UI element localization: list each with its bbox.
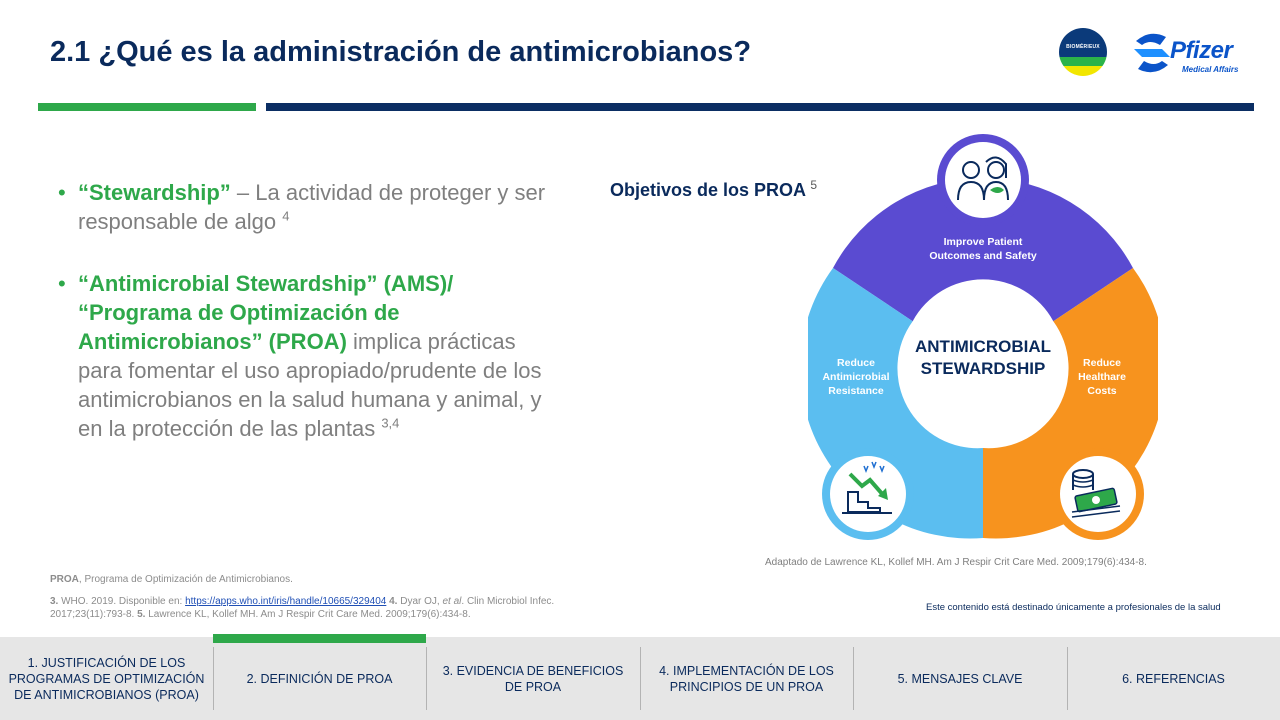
objectives-title-text: Objetivos de los PROA: [610, 180, 806, 200]
ref-3-link[interactable]: https://apps.who.int/iris/handle/10665/329404: [185, 596, 387, 607]
nav-item-implementacion[interactable]: [640, 637, 853, 720]
nav-item-justificacion[interactable]: [0, 637, 213, 720]
objectives-title: [610, 180, 817, 201]
nav-item-mensajes[interactable]: [853, 637, 1067, 720]
footnote-proa: [50, 573, 610, 586]
bullet-ams: [56, 269, 556, 443]
declining-chart-icon: [822, 448, 914, 540]
bullet-1-term: “Stewardship”: [78, 180, 231, 205]
money-icon: [1052, 448, 1144, 540]
bullet-dot-icon: •: [58, 271, 66, 296]
nav-item-referencias[interactable]: [1067, 637, 1280, 720]
ref-3-num: 3.: [50, 596, 59, 607]
nav-item-evidencia[interactable]: [426, 637, 640, 720]
bullet-2-term: “Antimicrobial Stewardship” (AMS)/ “Programa de Optimización de Antimicrobianos” (PROA): [78, 271, 454, 354]
biomerieux-logo-text: BIOMÉRIEUX: [1066, 44, 1100, 50]
nav-item-label: 2. DEFINICIÓN DE PROA: [246, 671, 393, 686]
title-underline-blue: [266, 103, 1254, 111]
section-navbar: [0, 637, 1280, 720]
ref-4-text-b: . Clin Microbiol Infec. 2017;23(11):793-8.: [50, 596, 555, 620]
diagram-source: Adaptado de Lawrence KL, Kollef MH. Am J Respir Crit Care Med. 2009;179(6):434-8.: [765, 557, 1147, 568]
right-label-line1: Reduce: [1083, 357, 1121, 369]
bullet-2-ref: 3,4: [381, 415, 400, 431]
top-label-line1: Improve Patient: [943, 236, 1023, 248]
bullet-2-text: implica prácticas para fomentar el uso apropiado/prudente de los antimicrobianos en la salud humana y animal, y en la protección de las plantas: [78, 329, 542, 441]
title-underline-green: [38, 103, 256, 111]
right-label-line3: Costs: [1087, 385, 1117, 397]
nav-item-definicion[interactable]: [213, 637, 426, 720]
footnote-references: [50, 595, 610, 621]
bullet-stewardship: [56, 178, 556, 236]
ref-5-text: Lawrence KL, Kollef MH. Am J Respir Crit Care Med. 2009;179(6):434-8.: [145, 609, 471, 620]
nav-item-label: 5. MENSAJES CLAVE: [897, 671, 1023, 686]
pfizer-logo: [1132, 29, 1242, 77]
patients-icon: [937, 134, 1029, 226]
ref-4-etal: et al: [442, 596, 462, 607]
nav-item-label: 3. EVIDENCIA DE BENEFICIOS DE PROA: [442, 663, 624, 694]
bullet-dot-icon: •: [58, 180, 66, 205]
disclaimer: Este contenido está destinado únicamente a profesionales de la salud: [926, 602, 1221, 613]
objectives-ref: 5: [810, 178, 818, 192]
bullet-1-ref: 4: [282, 208, 290, 224]
bullet-1-text: – La actividad de proteger y ser responsable de algo: [78, 180, 546, 234]
nav-item-label: 4. IMPLEMENTACIÓN DE LOS PRINCIPIOS DE UN PROA: [659, 663, 834, 694]
center-label-line1: ANTIMICROBIAL: [915, 337, 1051, 356]
footnotes: [50, 573, 610, 630]
left-label-line1: Reduce: [837, 357, 875, 369]
ref-5-num: 5.: [137, 609, 146, 620]
nav-item-label: 1. JUSTIFICACIÓN DE LOS PROGRAMAS DE OPTIMIZACIÓN DE ANTIMICROBIANOS (PROA): [8, 655, 205, 702]
right-label-line2: Healthare: [1078, 371, 1126, 383]
center-label-line2: STEWARDSHIP: [920, 359, 1046, 378]
footnote-proa-abbr: PROA: [50, 574, 79, 585]
pfizer-logo-subtext: Medical Affairs: [1182, 65, 1239, 74]
pfizer-logo-text: Pfizer: [1170, 37, 1233, 64]
top-label-line2: Outcomes and Safety: [929, 250, 1037, 262]
left-label-line3: Resistance: [828, 385, 884, 397]
ref-3-text: WHO. 2019. Disponible en:: [58, 596, 186, 607]
footnote-proa-text: , Programa de Optimización de Antimicrobianos.: [78, 574, 293, 585]
definition-bullets: [56, 178, 556, 476]
stewardship-diagram: [808, 134, 1158, 544]
nav-item-label: 6. REFERENCIAS: [1122, 671, 1225, 686]
left-label-line2: Antimicrobial: [822, 371, 890, 383]
ref-4-text-a: Dyar OJ,: [397, 596, 443, 607]
biomerieux-logo: [1059, 28, 1107, 76]
page-title: 2.1 ¿Qué es la administración de antimicrobianos?: [50, 36, 752, 68]
ref-4-num: 4.: [389, 596, 398, 607]
